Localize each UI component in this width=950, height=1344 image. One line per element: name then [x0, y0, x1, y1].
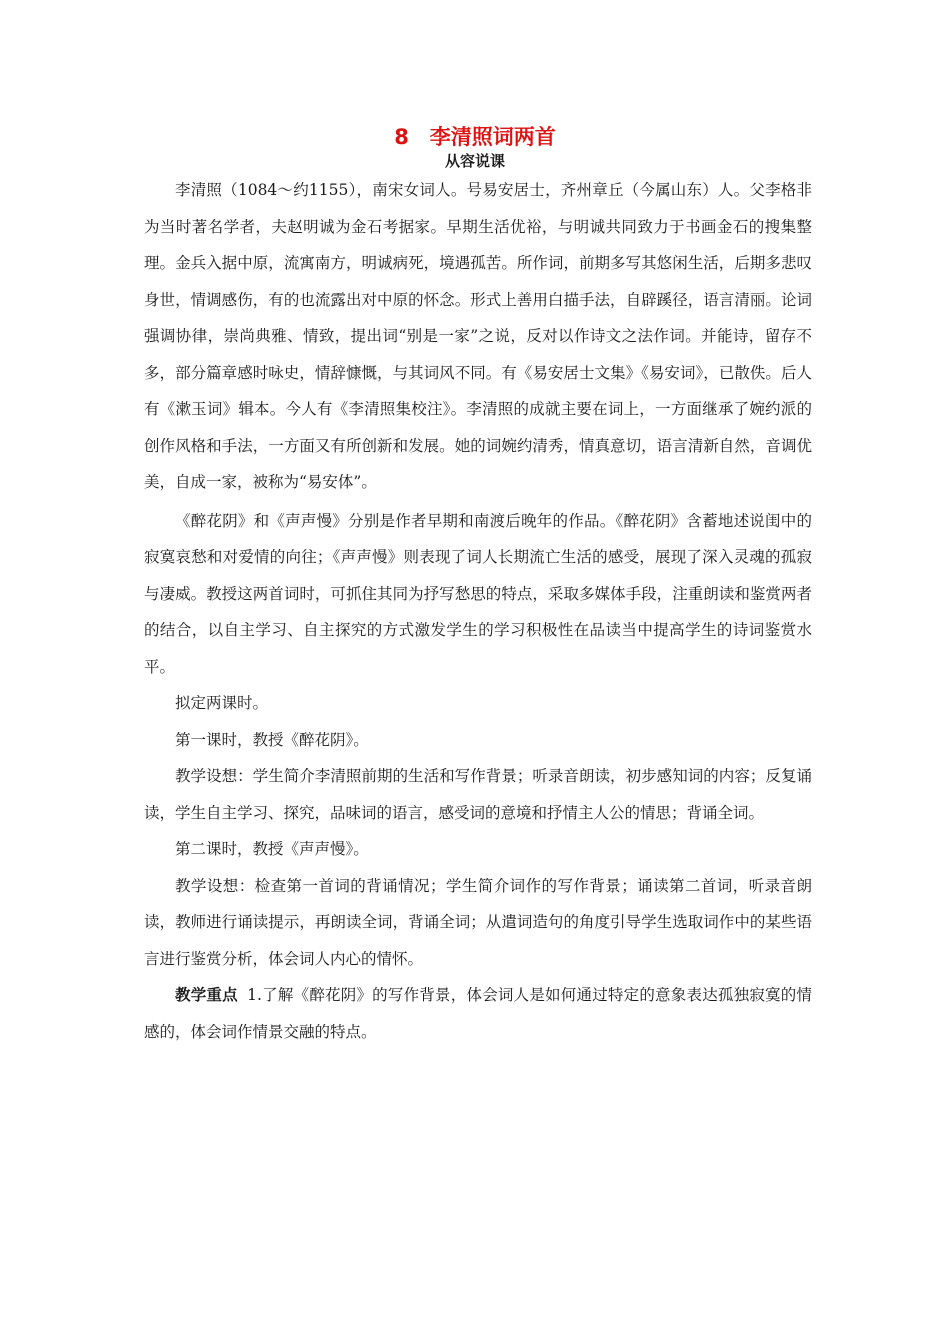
- page-title: 8 李清照词两首: [394, 125, 556, 149]
- paragraph-lesson-two: 第二课时，教授《声声慢》。: [175, 840, 369, 858]
- paragraph-works-intro: 《醉花阴》和《声声慢》分别是作者早期和南渡后晚年的作品。《醉花阴》含蓄地述说闺中的寂寞哀愁和对爱情的向往；《声声慢》则表现了词人长期流亡生活的感受，展现了深入灵魂的孤寂与凄威。教授这两首词时，可抓住其同为抒写愁思的特点，采取多媒体手段，注重朗读和鉴赏两者的结合，以自主学习、自主探究的方式激发学生的学习积极性在品读当中提高学生的诗词鉴赏水平。: [144, 511, 812, 676]
- section-subtitle: 从容说课: [444, 152, 505, 170]
- body-text: [144, 172, 812, 1050]
- paragraph-schedule: 拟定两课时。: [175, 694, 269, 712]
- teaching-focus-label: 教学重点: [175, 986, 238, 1004]
- paragraph-lesson-one: 第一课时，教授《醉花阴》。: [175, 730, 369, 749]
- paragraph-author-intro: 李清照（1084～约1155），南宋女词人。号易安居士，齐州章丘（今属山东）人。父李格非为当时著名学者，夫赵明诚为金石考据家。早期生活优裕，与明诚共同致力于书画金石的搜集整理。金兵入据中原，流寓南方，明诚病死，境遇孤苦。所作词，前期多写其悠闲生活，后期多悲叹身世，情调感伤，有的也流露出对中原的怀念。形式上善用白描手法，自辟蹊径，语言清丽。论词强调协律，崇尚典雅、情致，提出词“别是一家”之说，反对以作诗文之法作词。并能诗，留存不多，部分篇章感时咏史，情辞慷慨，与其词风不同。有《易安居士文集》《易安词》，已散佚。后人有《漱玉词》辑本。今人有《李清照集校注》。李清照的成就主要在词上，一方面继承了婉约派的创作风格和手法，一方面又有所创新和发展。她的词婉约清秀，情真意切，语言清新自然，音调优美，自成一家，被称为“易安体”。: [144, 181, 812, 491]
- teaching-focus-text: 1.了解《醉花阴》的写作背景，体会词人是如何通过特定的意象表达孤独寂寞的情感的，体会词作情景交融的特点。: [144, 986, 812, 1041]
- paragraph-teaching-focus: [144, 977, 812, 1050]
- paragraph-lesson-one-plan: 教学设想：学生简介李清照前期的生活和写作背景；听录音朗读，初步感知词的内容；反复诵读，学生自主学习、探究，品味词的语言，感受词的意境和抒情主人公的情思；背诵全词。: [144, 767, 812, 822]
- paragraph-lesson-two-plan: 教学设想：检查第一首词的背诵情况；学生简介词作的写作背景；诵读第二首词，听录音朗读，教师进行诵读提示，再朗读全词，背诵全词；从遣词造句的角度引导学生选取词作中的某些语言进行鉴赏分析，体会词人内心的情怀。: [144, 876, 812, 968]
